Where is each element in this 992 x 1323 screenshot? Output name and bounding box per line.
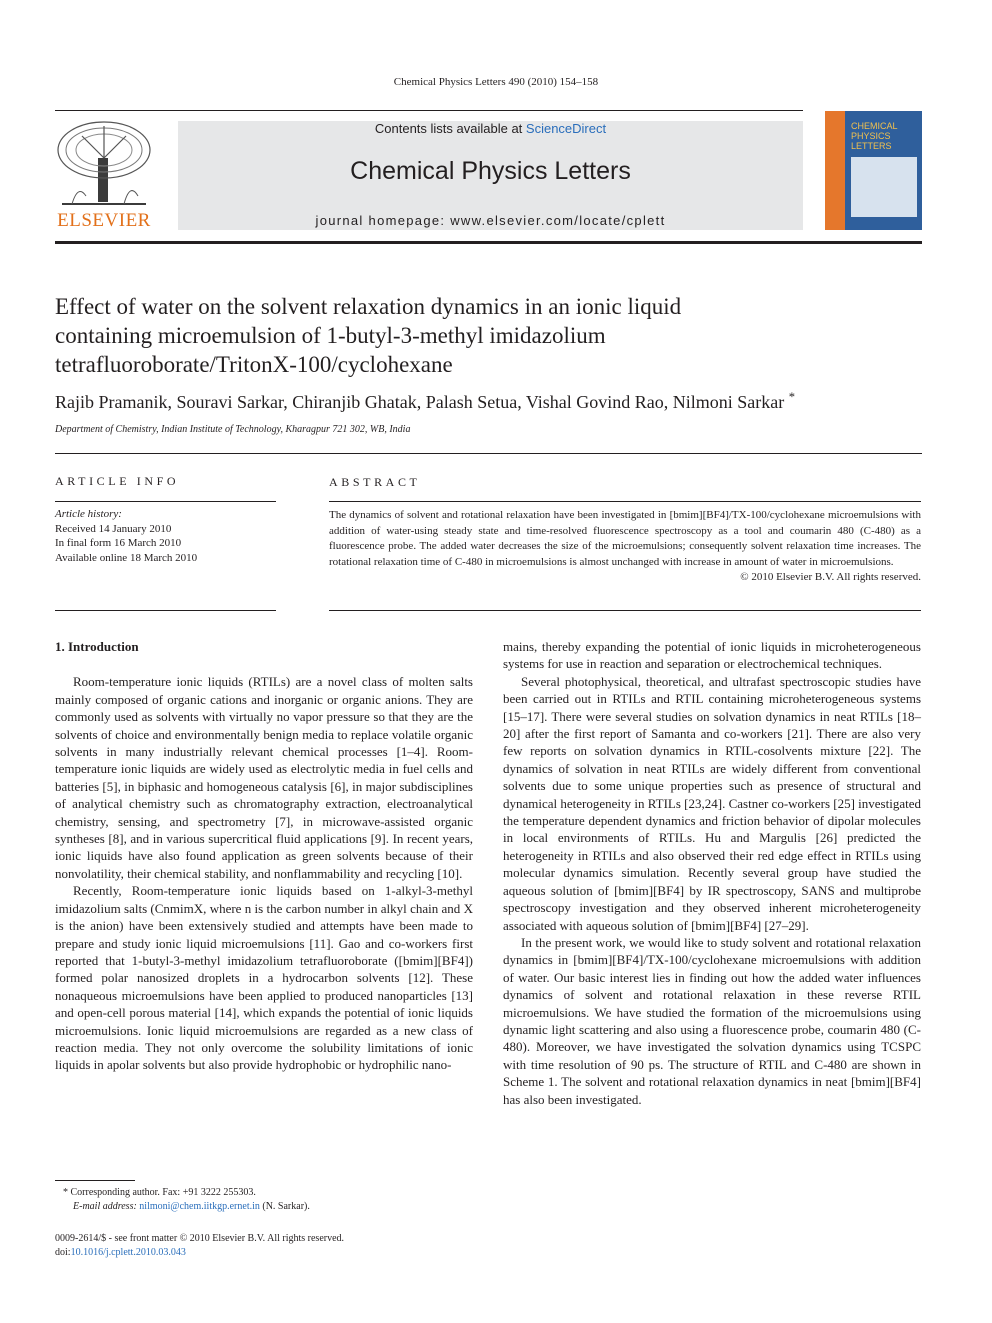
article-info-bottom-rule [55, 610, 276, 611]
cover-title-line: CHEMICAL [851, 121, 898, 131]
email-suffix: (N. Sarkar). [259, 1201, 310, 1212]
abstract-rule [329, 501, 921, 502]
doi-line [55, 1246, 344, 1260]
journal-banner [178, 121, 803, 230]
paragraph: In the present work, we would like to study solvent and rotational relaxation dynamics in [bmim][BF4]/TX-100/cyclohexane microemulsions with addition of water. Our basic interest lies in finding out how the added water influences dynamics of solvent and rotational relaxation in these reverse RTIL microemulsions. We have studied the formation of the microemulsions using dynamic light scattering and also using a fluorescence probe, coumarin 480 (C-480). Moreover, we have investigated the solvation dynamics using TCSPC with time resolution of 90 ps. The structure of RTIL and C-480 are shown in Scheme 1. The solvent and rotational relaxation dynamics in neat [bmim][BF4] has also been investigated. [503, 934, 921, 1107]
issn-line: 0009-2614/$ - see front matter © 2010 Elsevier B.V. All rights reserved. [55, 1233, 345, 1244]
contents-prefix: Contents lists available at [374, 121, 526, 136]
abstract-body [329, 508, 921, 586]
paragraph: Recently, Room-temperature ionic liquids based on 1-alkyl-3-methyl imidazolium salts (CnmimX, where n is the carbon number in alkyl chain and X is the anion) have been extensively studied and attempts have been made to prepare and study ionic liquid microemulsions [11]. Gao and co-workers first reported that 1-butyl-3-methyl imidazolium tetrafluoroborate ([bmim][BF4]) formed polar nanosized droplets in a hydrocarbon solvents [12]. These nonaqueous microemulsions have been applied to produced nanoparticles [13] and open-cell porous material [14], which expands the potential of ionic liquids microemulsions. Ionic liquid microemulsions are regarded as a new class of reaction media. They not only overcome the solubility limitations of ionic liquids in apolar solvents but also provide hydrophobic or hydrophilic nano- [55, 883, 473, 1073]
email-line [55, 1200, 310, 1214]
body-right-column [503, 638, 921, 1108]
section-heading-introduction: 1. Introduction [55, 639, 139, 654]
paragraph: Several photophysical, theoretical, and ultrafast spectroscopic studies have been carried out in RTILs and RTIL containing microheterogeneous systems [15–17]. There were several studies on solvation dynamics in neat RTILs [18–20] after the first report of Samanta and co-workers [21]. There are also very few reports on solvation dynamics in RTIL-cosolvents mixture [22]. The dynamics of solvation in neat RTILs are widely different from conventional solvents due to some unique properties such as presence of structural and dynamical heterogeneity in RTILs [23,24]. Castner co-workers [25] investigated the temperature dependent dynamics and friction behavior of dipolar molecules in local environments of RTILs. Hu and Margulis [26] predicted the heterogeneity in RTILs and also observed their red edge effect in RTILs using molecular dynamics simulation. Recently several group have studied the aqueous solution of [bmim][BF4] by IR spectroscopy, SANS and multiprobe spectroscopy investigation and they observed inherent microheterogeneity associated with aqueous solution of [bmim][BF4] [27–29]. [503, 673, 921, 933]
abstract-copyright: © 2010 Elsevier B.V. All rights reserved. [740, 571, 921, 584]
abstract-heading: ABSTRACT [329, 475, 421, 489]
body-left-column [55, 638, 473, 1074]
cover-title [851, 121, 898, 151]
footnote-rule [55, 1180, 135, 1181]
article-info-rule [55, 501, 276, 502]
authors-text: Rajib Pramanik, Souravi Sarkar, Chiranjib Ghatak, Palash Setua, Vishal Govind Rao, Nilmoni Sarkar [55, 392, 785, 412]
paragraph: mains, thereby expanding the potential of ionic liquids in microheterogeneous systems for use in reaction and separation or electrochemical techniques. [503, 639, 921, 672]
corresponding-author-note: * Corresponding author. Fax: +91 3222 255303. [63, 1187, 256, 1198]
contents-line [178, 121, 803, 136]
elsevier-wordmark: ELSEVIER [57, 210, 151, 231]
revised-date: In final form 16 March 2010 [55, 537, 182, 549]
corresponding-author-mark[interactable]: * [788, 390, 796, 404]
title-line: containing microemulsion of 1-butyl-3-methyl imidazolium [55, 323, 606, 348]
footnote [55, 1186, 310, 1214]
banner-bottom-rule [55, 241, 922, 244]
received-date: Received 14 January 2010 [55, 522, 172, 535]
article-title [55, 292, 915, 379]
abstract-text: The dynamics of solvent and rotational relaxation have been investigated in [bmim][BF4]/TX-100/cyclohexane microemulsions with addition of water-using steady state and time-resolved fluorescence spectroscopy as a tool and coumarin 480 (C-480) as a fluorescence probe. The added water decreases the size of the microemulsions; consequently solvent relaxation time increases. The rotational relaxation time of C-480 in microemulsions is almost unchanged with increase in amount of water in microemulsions. [329, 509, 921, 568]
online-date: Available online 18 March 2010 [55, 551, 198, 564]
sciencedirect-link[interactable]: ScienceDirect [525, 121, 607, 136]
front-matter [55, 1232, 344, 1260]
tree-icon [52, 118, 156, 210]
article-history [55, 507, 197, 565]
doi-link[interactable]: 10.1016/j.cplett.2010.03.043 [70, 1247, 186, 1258]
author-list [55, 392, 935, 413]
title-line: Effect of water on the solvent relaxation dynamics in an ionic liquid [55, 294, 682, 319]
affiliation-rule [55, 453, 922, 454]
email-link[interactable]: nilmoni@chem.iitkgp.ernet.in [139, 1201, 260, 1212]
email-label: E-mail address: [73, 1201, 140, 1212]
doi-label: doi: [55, 1247, 71, 1258]
running-head: Chemical Physics Letters 490 (2010) 154–158 [393, 76, 599, 88]
journal-homepage[interactable]: journal homepage: www.elsevier.com/locate/cplett [315, 213, 666, 228]
title-line: tetrafluoroborate/TritonX-100/cyclohexane [55, 352, 453, 377]
cover-figure [851, 157, 917, 217]
header-rule [55, 110, 803, 111]
elsevier-logo [52, 118, 156, 234]
paragraph: Room-temperature ionic liquids (RTILs) are a novel class of molten salts mainly composed of organic cations and inorganic or organic anions. They are commonly used as solvents with virtually no vapor pressure so that they are the solvents of choice and environmentally benign media to replace volatile organic solvents in many industrially relevant chemical processes [1–4]. Room-temperature ionic liquids are widely used as electrolytic media in fuel cells and batteries [5], in biphasic and homogeneous catalysis [6], in major subdisciplines of analytical chemistry such as chromatography extraction, electroanalytical chemistry, sensing, and spectrometry [7], in microwave-assisted organic syntheses [8], and in various supercritical fluid applications [9]. In recent years, ionic liquids have also found application as green solvents because of their nonvolatility, their chemical stability, and nonflammability and recycling [10]. [55, 674, 473, 881]
cover-stripe [825, 111, 845, 230]
abstract-bottom-rule [329, 610, 921, 611]
journal-cover-image [825, 111, 922, 230]
affiliation: Department of Chemistry, Indian Institute of Technology, Kharagpur 721 302, WB, India [55, 424, 411, 435]
cover-title-line: LETTERS [851, 141, 892, 151]
journal-name: Chemical Physics Letters [350, 157, 631, 185]
cover-title-line: PHYSICS [851, 131, 891, 141]
article-info-heading: ARTICLE INFO [55, 474, 180, 488]
history-label: Article history: [55, 508, 122, 520]
